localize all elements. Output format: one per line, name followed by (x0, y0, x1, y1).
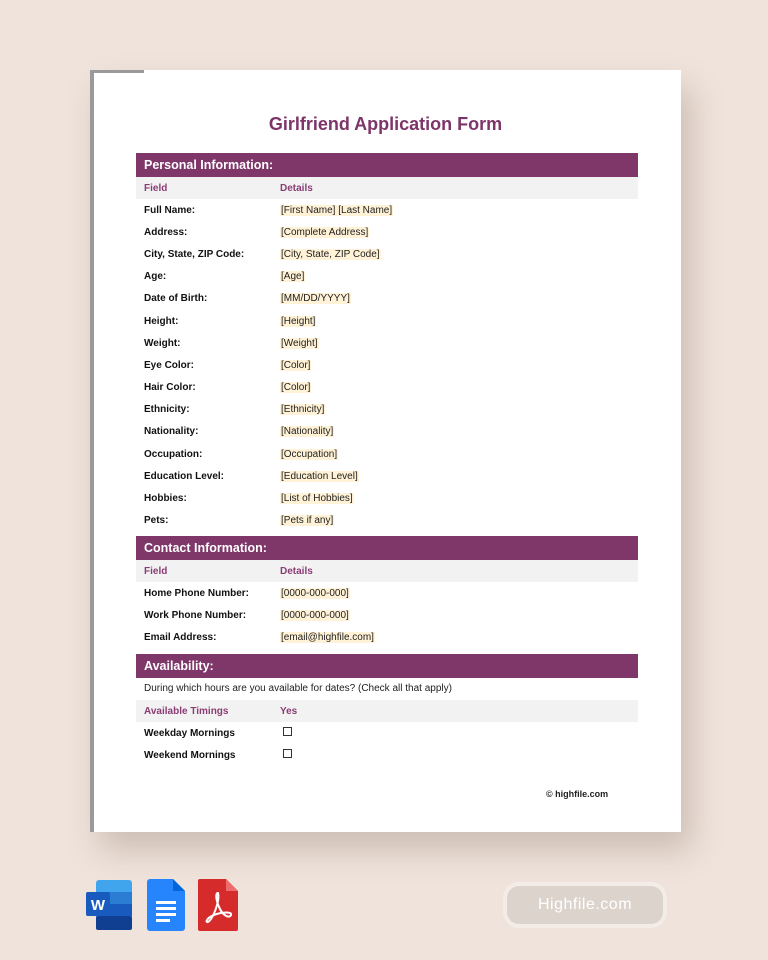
field-label: Pets: (144, 515, 169, 527)
field-value[interactable]: [Weight] (281, 337, 318, 349)
section-header: Contact Information: (136, 536, 638, 560)
field-label: Hobbies: (144, 493, 187, 505)
field-value[interactable]: [Nationality] (281, 426, 334, 438)
field-label: Height: (144, 315, 179, 327)
table-row (136, 377, 638, 399)
availability-section (136, 654, 638, 766)
column-header-field: Field (144, 565, 168, 577)
table-row (136, 744, 638, 766)
field-label: Ethnicity: (144, 404, 190, 416)
field-value[interactable]: [Color] (281, 382, 311, 394)
field-value[interactable]: [Height] (281, 315, 316, 327)
timing-label: Weekday Mornings (144, 727, 235, 739)
column-header-details: Details (280, 565, 313, 577)
field-value[interactable]: [First Name] [Last Name] (281, 204, 393, 216)
table-row (136, 421, 638, 443)
field-label: Hair Color: (144, 382, 196, 394)
pdf-icon[interactable] (198, 879, 238, 931)
table-row (136, 465, 638, 487)
field-value[interactable]: [Color] (281, 359, 311, 371)
table-row (136, 221, 638, 243)
document-title: Girlfriend Application Form (268, 114, 503, 134)
field-label: Home Phone Number: (144, 587, 250, 599)
availability-question: During which hours are you available for dates? (Check all that apply) (144, 683, 452, 694)
field-value[interactable]: [Complete Address] (281, 226, 369, 238)
field-label: Education Level: (144, 470, 225, 482)
table-row (136, 310, 638, 332)
weekend-mornings-checkbox[interactable] (283, 749, 292, 758)
table-row (136, 288, 638, 310)
table-row (136, 354, 638, 376)
personal-information-section (136, 153, 638, 532)
table-row (136, 443, 638, 465)
field-value[interactable]: [City, State, ZIP Code] (281, 248, 380, 260)
column-header-row (136, 177, 638, 199)
table-row (136, 399, 638, 421)
field-label: Full Name: (144, 204, 196, 216)
column-header-timings: Available Timings (144, 705, 229, 717)
weekday-mornings-checkbox[interactable] (283, 727, 292, 736)
field-label: Nationality: (144, 426, 199, 438)
table-row (136, 510, 638, 532)
field-label: Occupation: (144, 448, 203, 460)
word-icon[interactable] (86, 878, 134, 932)
field-value[interactable]: [Education Level] (281, 470, 358, 482)
field-label: Weight: (144, 337, 181, 349)
table-row (136, 243, 638, 265)
field-label: Email Address: (144, 631, 217, 643)
field-label: Age: (144, 271, 167, 283)
field-value[interactable]: [0000-000-000] (281, 609, 349, 621)
column-header-details: Details (280, 182, 313, 194)
field-label: Address: (144, 226, 188, 238)
field-value[interactable]: [Occupation] (281, 448, 338, 460)
field-label: City, State, ZIP Code: (144, 248, 245, 260)
table-row (136, 604, 638, 626)
column-header-yes: Yes (280, 705, 298, 717)
field-label: Work Phone Number: (144, 609, 247, 621)
timing-label: Weekend Mornings (144, 749, 236, 761)
section-header: Availability: (136, 654, 638, 678)
field-value[interactable]: [Age] (281, 271, 305, 283)
column-header-field: Field (144, 182, 168, 194)
page-edge (90, 70, 94, 832)
field-label: Date of Birth: (144, 293, 208, 305)
column-header-row (136, 700, 638, 722)
copyright-text: © highfile.com (546, 789, 609, 799)
table-row (136, 626, 638, 648)
column-header-row (136, 560, 638, 582)
field-value[interactable]: [List of Hobbies] (281, 493, 353, 505)
highfile-brand-button[interactable]: Highfile.com (507, 886, 663, 924)
field-value[interactable]: [0000-000-000] (281, 587, 349, 599)
field-value[interactable]: [email@highfile.com] (281, 631, 374, 643)
contact-information-section (136, 536, 638, 649)
table-row (136, 722, 638, 744)
field-value[interactable]: [MM/DD/YYYY] (281, 293, 350, 305)
table-row (136, 487, 638, 509)
svg-text:W: W (90, 897, 106, 914)
field-value[interactable]: [Ethnicity] (281, 404, 325, 416)
table-row (136, 266, 638, 288)
field-value[interactable]: [Pets if any] (281, 515, 334, 527)
field-label: Eye Color: (144, 359, 195, 371)
table-row (136, 332, 638, 354)
section-header: Personal Information: (136, 153, 638, 177)
table-row (136, 582, 638, 604)
page-edge-top (90, 70, 144, 73)
table-row (136, 199, 638, 221)
google-docs-icon[interactable] (147, 879, 185, 931)
